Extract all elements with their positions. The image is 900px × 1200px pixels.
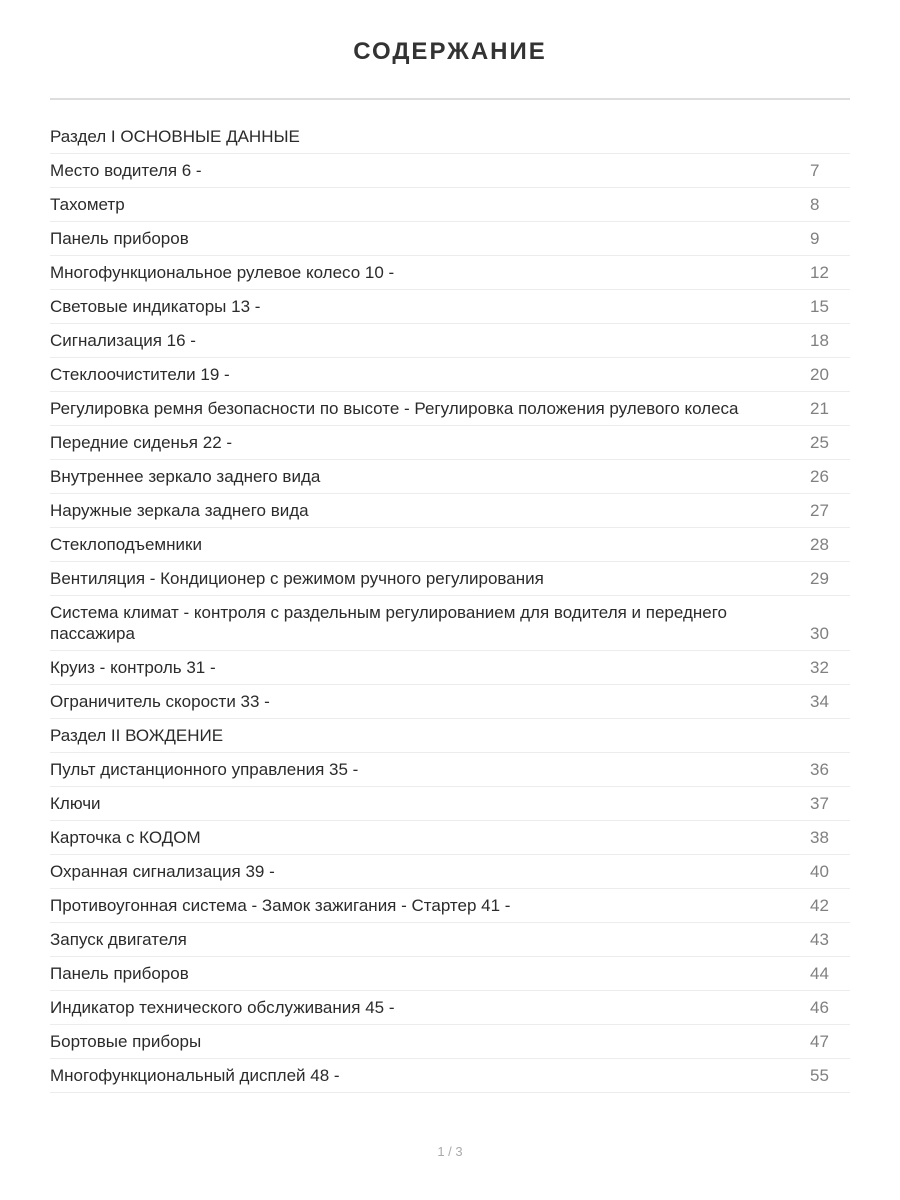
- toc-row[interactable]: [50, 923, 850, 957]
- toc-page-number: 12: [810, 263, 829, 282]
- toc-page-number: 8: [810, 195, 820, 214]
- toc-page-number: 9: [810, 229, 820, 248]
- toc-page-number: 34: [810, 692, 829, 711]
- toc-entry-title: Многофункциональный дисплей 48 -: [50, 1066, 340, 1085]
- toc-page-number: 47: [810, 1032, 829, 1051]
- toc-entry-title: Пульт дистанционного управления 35 -: [50, 760, 359, 779]
- toc-row[interactable]: [50, 1059, 850, 1093]
- toc-row[interactable]: [50, 222, 850, 256]
- toc-row[interactable]: [50, 596, 850, 651]
- toc-page-number: 7: [810, 161, 820, 180]
- toc-entry-title: Многофункциональное рулевое колесо 10 -: [50, 263, 395, 282]
- toc-row[interactable]: [50, 753, 850, 787]
- toc-row[interactable]: [50, 460, 850, 494]
- toc-page-number: 15: [810, 297, 829, 316]
- toc-entry-title: Сигнализация 16 -: [50, 331, 196, 350]
- toc-row[interactable]: [50, 855, 850, 889]
- toc-page-number: 36: [810, 760, 829, 779]
- toc-page-number: 20: [810, 365, 829, 384]
- toc-page-number: 46: [810, 998, 829, 1017]
- toc-entry-title: Запуск двигателя: [50, 930, 187, 949]
- toc-page-number: 38: [810, 828, 829, 847]
- toc-page-number: 25: [810, 433, 829, 452]
- toc-entry-title: Тахометр: [50, 195, 125, 214]
- toc-row[interactable]: [50, 991, 850, 1025]
- toc-entry-title: Наружные зеркала заднего вида: [50, 501, 309, 520]
- toc-row[interactable]: [50, 426, 850, 460]
- toc-page-number: 44: [810, 964, 829, 983]
- toc-entry-title: Индикатор технического обслуживания 45 -: [50, 998, 395, 1017]
- toc-row[interactable]: [50, 1025, 850, 1059]
- toc-row[interactable]: [50, 324, 850, 358]
- toc-page-number: 21: [810, 399, 829, 418]
- toc-entry-title: Панель приборов: [50, 964, 189, 983]
- toc-row[interactable]: [50, 358, 850, 392]
- toc-row[interactable]: [50, 957, 850, 991]
- toc-page-number: 43: [810, 930, 829, 949]
- toc-entry-title: Панель приборов: [50, 229, 189, 248]
- toc-entry-title: Внутреннее зеркало заднего вида: [50, 467, 321, 486]
- toc-page-number: 18: [810, 331, 829, 350]
- toc-entry-title: Система климат - контроля с раздельным регулированием для водителя и переднего пассажира: [50, 603, 728, 643]
- toc-entry-title: Раздел I ОСНОВНЫЕ ДАННЫЕ: [50, 127, 300, 146]
- toc-page-number: 28: [810, 535, 829, 554]
- toc-entry-title: Ключи: [50, 794, 101, 813]
- toc-row[interactable]: [50, 651, 850, 685]
- toc-row[interactable]: [50, 392, 850, 426]
- toc-row[interactable]: [50, 120, 850, 154]
- toc-entry-title: Раздел II ВОЖДЕНИЕ: [50, 726, 224, 745]
- toc-entry-title: Карточка с КОДОМ: [50, 828, 201, 847]
- page-title: СОДЕРЖАНИЕ: [353, 38, 547, 65]
- page-indicator: 1 / 3: [437, 1144, 463, 1159]
- toc-entry-title: Ограничитель скорости 33 -: [50, 692, 270, 711]
- toc-entry-title: Регулировка ремня безопасности по высоте - Регулировка положения рулевого колеса: [50, 399, 739, 418]
- title-divider: [50, 98, 850, 100]
- toc-entry-title: Место водителя 6 -: [50, 161, 202, 180]
- toc-row[interactable]: [50, 290, 850, 324]
- toc-entry-title: Стеклоподъемники: [50, 535, 202, 554]
- toc-row[interactable]: [50, 528, 850, 562]
- toc-entry-title: Передние сиденья 22 -: [50, 433, 233, 452]
- toc-row[interactable]: [50, 154, 850, 188]
- toc-page-number: 42: [810, 896, 829, 915]
- toc-entry-title: Бортовые приборы: [50, 1032, 202, 1051]
- toc-entry-title: Световые индикаторы 13 -: [50, 297, 261, 316]
- toc-page-number: 29: [810, 569, 829, 588]
- toc-row[interactable]: [50, 889, 850, 923]
- toc-page-number: 30: [810, 624, 829, 643]
- toc-page-number: 27: [810, 501, 829, 520]
- toc-row[interactable]: [50, 256, 850, 290]
- toc-entry-title: Стеклоочистители 19 -: [50, 365, 230, 384]
- toc-row[interactable]: [50, 787, 850, 821]
- toc-row[interactable]: [50, 562, 850, 596]
- toc-entry-title: Охранная сигнализация 39 -: [50, 862, 275, 881]
- toc-row[interactable]: [50, 494, 850, 528]
- toc-entry-title: Круиз - контроль 31 -: [50, 658, 216, 677]
- toc-page-number: 32: [810, 658, 829, 677]
- toc-row[interactable]: [50, 685, 850, 719]
- toc-page-number: 40: [810, 862, 829, 881]
- table-of-contents: [50, 120, 850, 1093]
- toc-row[interactable]: [50, 188, 850, 222]
- toc-entry-title: Противоугонная система - Замок зажигания - Стартер 41 -: [50, 896, 511, 915]
- toc-page-number: 55: [810, 1066, 829, 1085]
- toc-page-number: 37: [810, 794, 829, 813]
- toc-row[interactable]: [50, 719, 850, 753]
- toc-entry-title: Вентиляция - Кондиционер с режимом ручного регулирования: [50, 569, 544, 588]
- toc-page-number: 26: [810, 467, 829, 486]
- toc-row[interactable]: [50, 821, 850, 855]
